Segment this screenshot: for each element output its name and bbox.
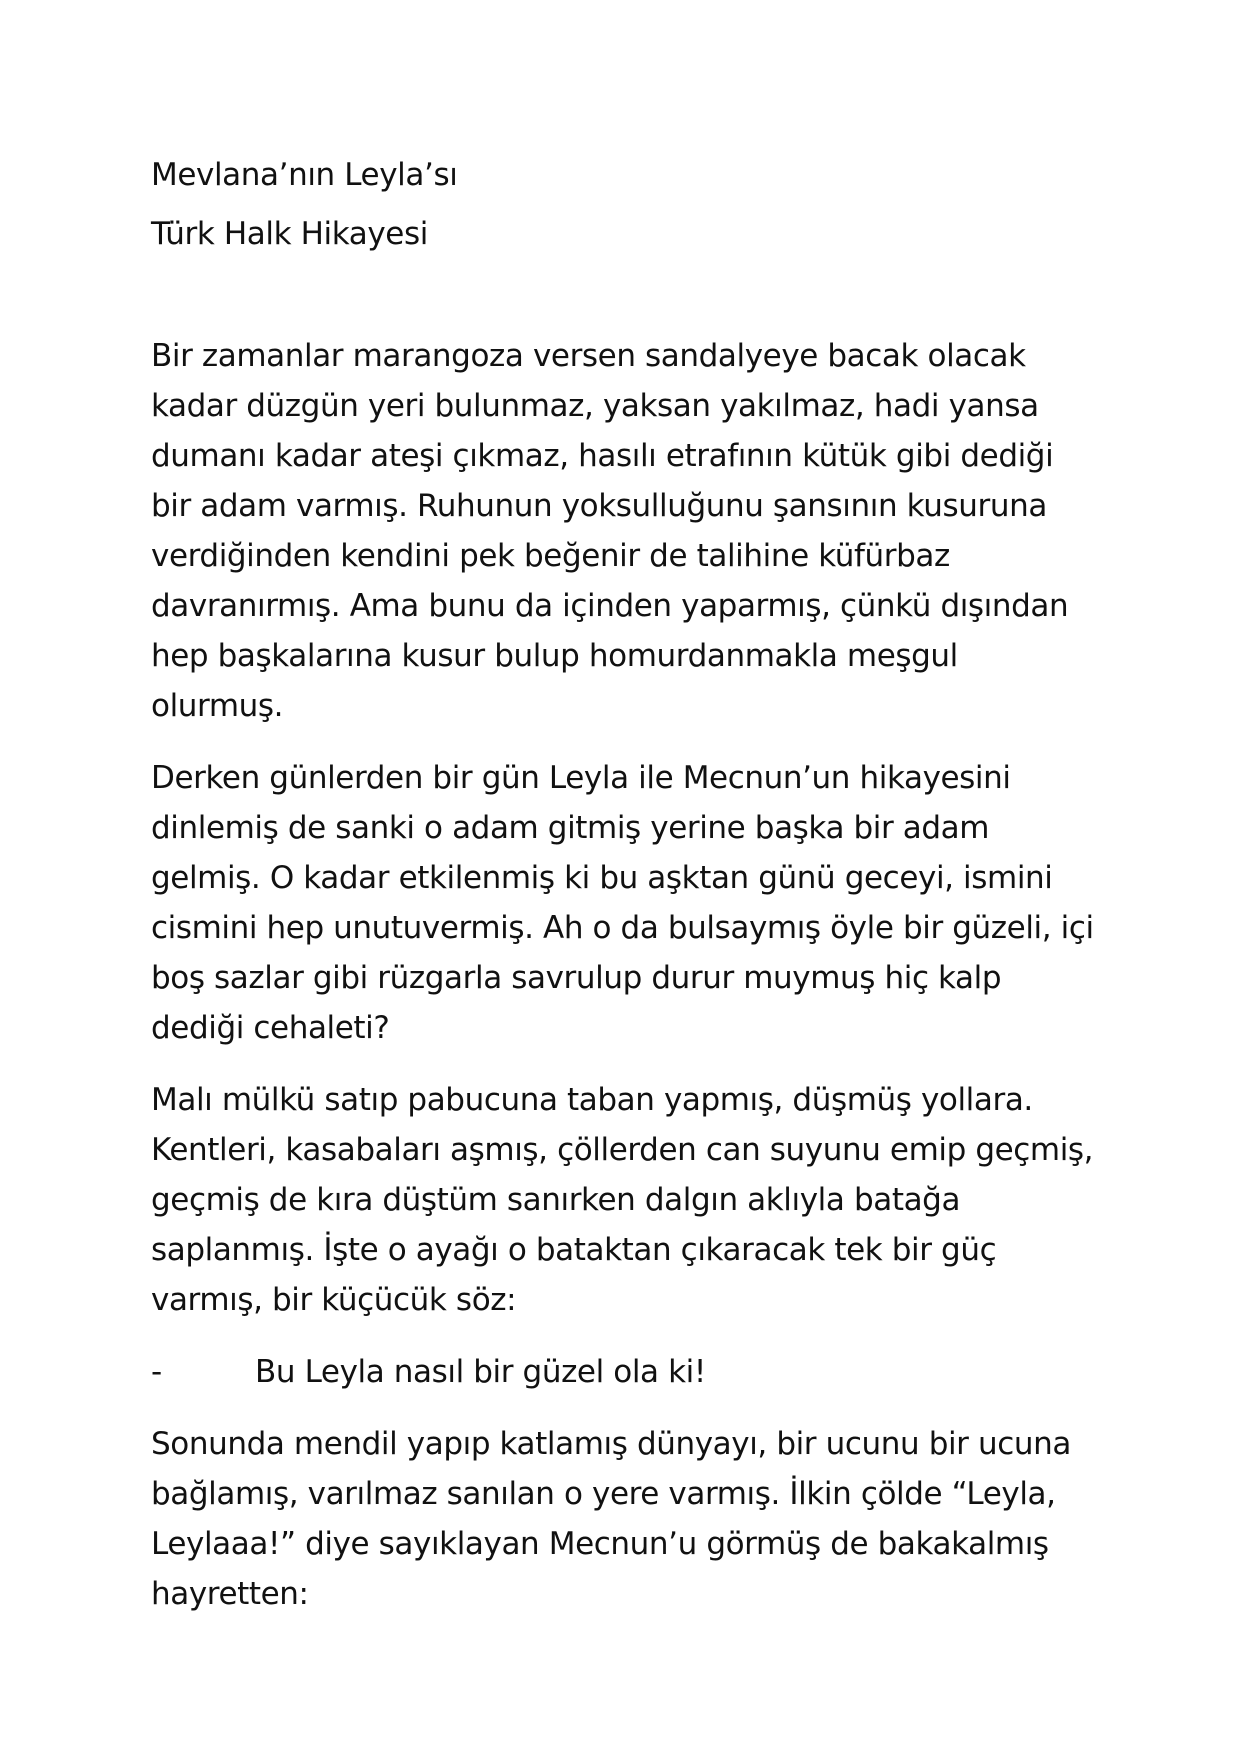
- document-title: Mevlana’nın Leyla’sı: [151, 157, 458, 193]
- paragraph-line: Bir zamanlar marangoza versen sandalyeye bacak olacak: [151, 338, 1026, 374]
- paragraph-2: [151, 753, 1094, 1053]
- paragraph-line: Leylaaa!” diye sayıklayan Mecnun’u görmüş de bakakalmış: [151, 1526, 1049, 1562]
- paragraph-line: Derken günlerden bir gün Leyla ile Mecnun’un hikayesini: [151, 760, 1011, 796]
- paragraph-line: cismini hep unutuvermiş. Ah o da bulsaymış öyle bir güzeli, içi: [151, 910, 1094, 946]
- dialogue-text: Bu Leyla nasıl bir güzel ola ki!: [255, 1354, 706, 1390]
- closing-paragraph: [151, 1419, 1091, 1619]
- paragraph-line: dediği cehaleti?: [151, 1010, 390, 1046]
- paragraph-line: hep başkalarına kusur bulup homurdanmakla meşgul: [151, 638, 958, 674]
- paragraph-1: [151, 331, 1091, 731]
- document-subtitle: Türk Halk Hikayesi: [151, 216, 428, 252]
- paragraph-line: verdiğinden kendini pek beğenir de talihine küfürbaz: [151, 538, 950, 574]
- paragraph-line: bağlamış, varılmaz sanılan o yere varmış. İlkin çölde “Leyla,: [151, 1476, 1056, 1512]
- dash-mark: -: [151, 1354, 162, 1390]
- paragraph-line: varmış, bir küçücük söz:: [151, 1282, 517, 1318]
- header-spacer: [151, 268, 1091, 331]
- paragraph-line: gelmiş. O kadar etkilenmiş ki bu aşktan günü geceyi, ismini: [151, 860, 1053, 896]
- paragraph-line: dinlemiş de sanki o adam gitmiş yerine başka bir adam: [151, 810, 990, 846]
- paragraph-line: hayretten:: [151, 1576, 309, 1612]
- paragraph-line: Kentleri, kasabaları aşmış, çöllerden can suyunu emip geçmiş,: [151, 1132, 1094, 1168]
- paragraph-3: [151, 1075, 1094, 1325]
- paragraph-line: bir adam varmış. Ruhunun yoksulluğunu şansının kusuruna: [151, 488, 1047, 524]
- paragraph-line: davranırmış. Ama bunu da içinden yaparmış, çünkü dışından: [151, 588, 1069, 624]
- paragraph-line: Sonunda mendil yapıp katlamış dünyayı, bir ucunu bir ucuna: [151, 1426, 1071, 1462]
- paragraph-line: saplanmış. İşte o ayağı o bataktan çıkaracak tek bir güç: [151, 1232, 997, 1268]
- paragraph-line: dumanı kadar ateşi çıkmaz, hasılı etrafının kütük gibi dediği: [151, 438, 1054, 474]
- dialogue-line: [151, 1347, 1091, 1397]
- document-content: [151, 150, 1094, 1641]
- paragraph-line: Malı mülkü satıp pabucuna taban yapmış, düşmüş yollara.: [151, 1082, 1033, 1118]
- paragraph-line: geçmiş de kıra düştüm sanırken dalgın aklıyla batağa: [151, 1182, 961, 1218]
- paragraph-line: boş sazlar gibi rüzgarla savrulup durur muymuş hiç kalp: [151, 960, 1002, 996]
- paragraph-line: olurmuş.: [151, 688, 284, 724]
- paragraph-line: kadar düzgün yeri bulunmaz, yaksan yakılmaz, hadi yansa: [151, 388, 1039, 424]
